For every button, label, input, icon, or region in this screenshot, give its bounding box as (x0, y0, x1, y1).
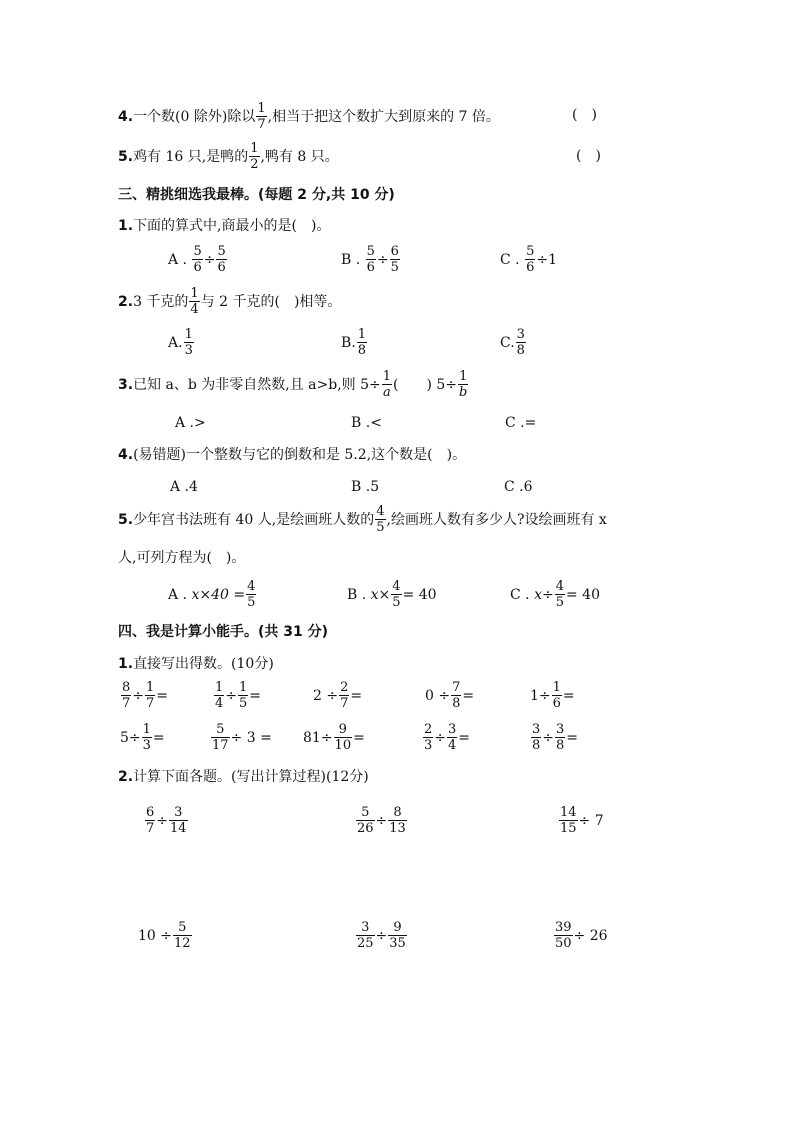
option-b[interactable]: B .< (351, 415, 382, 431)
operator: ÷ (375, 812, 388, 829)
option-label: B. (341, 334, 356, 351)
fraction: $\frac{1}{3}$ (142, 722, 151, 753)
answer-paren[interactable]: ( ) (576, 148, 601, 164)
fraction: $\frac{5}{6}$ (217, 244, 226, 275)
expression-tail: = 40 (402, 586, 437, 603)
option-label: C . (500, 251, 520, 268)
question-number: 1. (118, 218, 134, 234)
expression-tail: ÷ 26 (573, 927, 608, 944)
question-text: 计算下面各题。(写出计算过程)(12分) (133, 769, 369, 785)
question-text-post: 与 2 千克的( )相等。 (200, 293, 342, 310)
option-label: B . (341, 251, 361, 268)
fraction: $\frac{1}{6}$ (552, 680, 561, 711)
fraction: $\frac{3}{8}$ (532, 722, 541, 753)
question-text-post: ,绘画班人数有多少人?设绘画班有 x (386, 511, 607, 528)
equals-sign: = (462, 687, 475, 704)
section-title: 四、我是计算小能手。(共 31 分) (118, 624, 329, 640)
question-number: 5. (118, 511, 134, 528)
question-text-pre: 3 千克的 (133, 293, 189, 310)
option-a[interactable] (168, 580, 257, 609)
calc-problem (355, 921, 408, 950)
expression-tail: ÷1 (536, 251, 557, 268)
option-c[interactable]: C .= (505, 415, 537, 431)
judge-question-4 (118, 102, 500, 131)
section-title: 三、精挑细选我最棒。(每题 2 分,共 10 分) (118, 187, 395, 203)
fraction: $\frac{39}{50}$ (555, 920, 572, 951)
fraction: $\frac{1}{8}$ (357, 327, 367, 358)
option-c[interactable] (500, 328, 527, 357)
question-text-post: ,鸭有 8 只。 (260, 148, 339, 165)
calc-problem (138, 921, 193, 950)
expression-tail: ÷ 3 = (230, 729, 272, 746)
oral-calc-item (120, 723, 165, 752)
option-b[interactable] (347, 580, 437, 609)
fraction: $\frac{8}{13}$ (389, 805, 406, 836)
equals-sign: = (562, 687, 575, 704)
operator: ÷ (542, 729, 555, 746)
expression: x×40 = (191, 586, 246, 603)
option-a[interactable] (168, 245, 228, 274)
question-text-pre: 一个数(0 除外)除以 (133, 108, 256, 125)
operator: ÷ (376, 251, 389, 268)
option-c[interactable] (500, 245, 557, 274)
oral-calc-item (303, 723, 365, 752)
equals-sign: = (156, 687, 169, 704)
fraction: $\frac{7}{8}$ (452, 680, 461, 711)
calc-problem (355, 806, 408, 835)
operator: ÷ (375, 927, 388, 944)
question-number: 3. (118, 376, 134, 393)
option-label: A . (168, 251, 188, 268)
equals-sign: = (353, 729, 365, 746)
option-a[interactable] (168, 328, 195, 357)
option-label: A . (168, 586, 188, 603)
fraction: $\frac{5}{6}$ (193, 244, 202, 275)
question-2 (118, 287, 341, 316)
oral-calc-item (213, 681, 261, 710)
question-number: 1. (118, 656, 134, 672)
question-1 (118, 657, 274, 671)
option-label: B . (347, 586, 367, 603)
fraction: $\frac{6}{5}$ (390, 244, 399, 275)
fraction: $\frac{3}{25}$ (357, 920, 374, 951)
fraction: $\frac{4}{5}$ (555, 579, 564, 610)
expression: 81÷ (303, 729, 333, 746)
fraction: $\frac{5}{12}$ (174, 920, 191, 951)
fraction: $\frac{5}{6}$ (526, 244, 535, 275)
fraction: $\frac{3}{8}$ (556, 722, 565, 753)
question-5 (118, 505, 607, 534)
oral-calc-item (120, 681, 168, 710)
fraction: $\frac{1}{2}$ (250, 141, 259, 172)
equals-sign: = (458, 729, 471, 746)
question-number: 4. (118, 447, 134, 463)
expression: 0 ÷ (425, 687, 451, 704)
oral-calc-item (313, 681, 362, 710)
fraction: $\frac{4}{5}$ (376, 504, 385, 535)
calc-problem (144, 806, 189, 835)
expression: 1÷ (530, 687, 551, 704)
operator: ÷ (132, 687, 145, 704)
option-a[interactable]: A .> (175, 415, 206, 431)
question-text: (易错题)一个整数与它的倒数和是 5.2,这个数是( )。 (133, 447, 467, 463)
fraction: $\frac{1}{a}$ (382, 369, 392, 400)
oral-calc-item (530, 681, 575, 710)
calc-problem (553, 921, 608, 950)
calc-problem (558, 806, 604, 835)
question-number: 2. (118, 769, 134, 785)
fraction: $\frac{1}{b}$ (459, 369, 468, 400)
fraction: $\frac{1}{4}$ (190, 286, 199, 317)
oral-calc-item (210, 723, 272, 752)
fraction: $\frac{1}{5}$ (239, 680, 248, 711)
fraction: $\frac{14}{15}$ (560, 805, 577, 836)
fraction: $\frac{3}{4}$ (448, 722, 457, 753)
question-1 (118, 219, 330, 233)
option-b[interactable] (341, 245, 401, 274)
question-text-pre: 鸡有 16 只,是鸭的 (133, 148, 249, 165)
question-number: 5. (118, 148, 134, 165)
fraction: $\frac{6}{7}$ (146, 805, 155, 836)
fraction: $\frac{1}{4}$ (215, 680, 224, 711)
fraction: $\frac{1}{3}$ (184, 327, 193, 358)
equals-sign: = (350, 687, 363, 704)
fraction: $\frac{3}{8}$ (516, 327, 525, 358)
fraction: $\frac{4}{5}$ (392, 579, 401, 610)
option-b[interactable] (341, 328, 368, 357)
question-text-post: ,相当于把这个数扩大到原来的 7 倍。 (267, 108, 500, 125)
option-c[interactable] (510, 580, 600, 609)
question-text: 直接写出得数。(10分) (133, 656, 274, 672)
question-number: 4. (118, 108, 134, 125)
operator: ÷ (225, 687, 238, 704)
fraction: $\frac{5}{6}$ (366, 244, 375, 275)
question-text: 已知 a、b 为非零自然数,且 a>b,则 5÷ (133, 376, 381, 393)
fraction: $\frac{1}{7}$ (257, 101, 266, 132)
answer-paren[interactable]: ( ) 5÷ (393, 376, 458, 393)
question-text-line2: 人,可列方程为( )。 (118, 550, 246, 566)
answer-paren[interactable]: ( ) (572, 107, 597, 123)
option-a[interactable]: A .4 (170, 479, 198, 495)
option-c[interactable]: C .6 (504, 479, 533, 495)
question-3 (118, 370, 469, 399)
expression: 2 ÷ (313, 687, 339, 704)
oral-calc-item (425, 681, 474, 710)
option-label: C . (510, 586, 530, 603)
expression-tail: = 40 (566, 586, 600, 603)
question-2 (118, 770, 369, 784)
question-number: 2. (118, 293, 134, 310)
expression: x× (370, 586, 391, 603)
question-text: 下面的算式中,商最小的是( )。 (133, 218, 331, 234)
fraction: $\frac{1}{7}$ (146, 680, 155, 711)
fraction: $\frac{5}{26}$ (357, 805, 374, 836)
equals-sign: = (152, 729, 165, 746)
fraction: $\frac{5}{17}$ (212, 722, 229, 753)
option-label: C. (500, 334, 515, 351)
fraction: $\frac{9}{10}$ (334, 722, 352, 753)
fraction: $\frac{4}{5}$ (247, 579, 256, 610)
operator: ÷ (156, 812, 169, 829)
fraction: $\frac{8}{7}$ (122, 680, 131, 711)
option-b[interactable]: B .5 (351, 479, 380, 495)
expression: x÷ (534, 586, 554, 603)
expression-tail: ÷ 7 (578, 812, 604, 829)
judge-question-5 (118, 142, 339, 171)
option-label: A. (168, 334, 183, 351)
equals-sign: = (566, 729, 579, 746)
expression: 5÷ (120, 729, 141, 746)
oral-calc-item (422, 723, 470, 752)
oral-calc-item (530, 723, 578, 752)
fraction: $\frac{9}{35}$ (389, 920, 406, 951)
operator: ÷ (434, 729, 447, 746)
fraction: $\frac{2}{7}$ (340, 680, 349, 711)
expression: 10 ÷ (138, 927, 172, 944)
question-4 (118, 448, 466, 462)
operator: ÷ (203, 251, 216, 268)
equals-sign: = (249, 687, 262, 704)
fraction: $\frac{3}{14}$ (170, 805, 187, 836)
fraction: $\frac{2}{3}$ (424, 722, 433, 753)
question-text-pre: 少年宫书法班有 40 人,是绘画班人数的 (133, 511, 375, 528)
